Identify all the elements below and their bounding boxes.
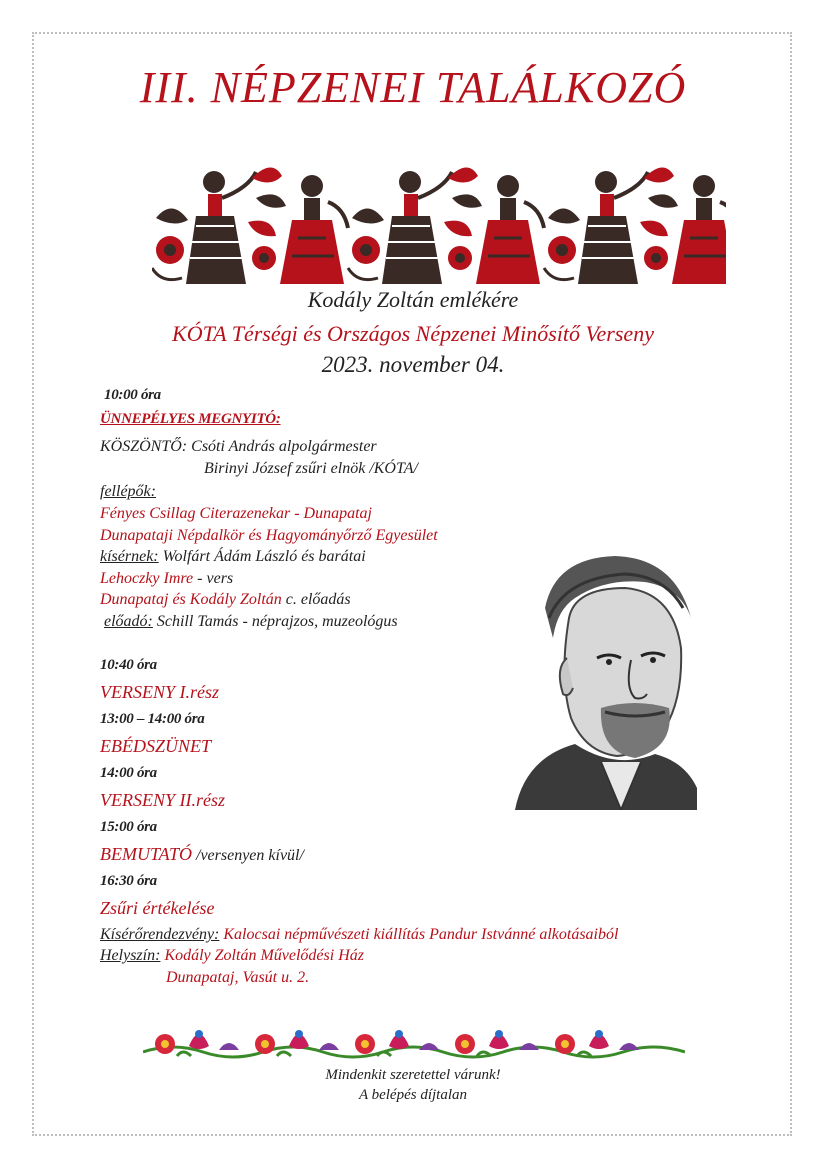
kodaly-portrait-illustration — [505, 548, 697, 810]
speaker-name: Schill Tamás - néprajzos, muzeológus — [152, 613, 398, 630]
lecture-title: Dunapataj és Kodály Zoltán — [100, 591, 282, 608]
time-1500: 15:00 óra — [100, 819, 157, 835]
greeting-label: KÖSZÖNTŐ: — [100, 438, 188, 455]
event-jury-evaluation: Zsűri értékelése — [100, 898, 215, 918]
event-lunch-break: EBÉDSZÜNET — [100, 736, 212, 756]
time-1400: 14:00 óra — [100, 765, 157, 781]
folk-banner-illustration — [152, 158, 726, 284]
opening-heading: ÜNNEPÉLYES MEGNYITÓ: — [100, 411, 281, 427]
venue-address: Dunapataj, Vasút u. 2. — [166, 969, 310, 986]
embroidered-flowers-border — [143, 1012, 685, 1064]
time-1630: 16:30 óra — [100, 873, 157, 889]
poem-reciter: Lehoczky Imre — [100, 570, 194, 587]
greeting-name-2: Birinyi József zsűri elnök /KÓTA/ — [204, 460, 418, 477]
subtitle-memorial: Kodály Zoltán emlékére — [307, 287, 519, 312]
demo-line — [100, 844, 304, 865]
performer-1: Fényes Csillag Citerazenekar - Dunapataj — [100, 505, 372, 522]
accompany-label: kísérnek: — [100, 548, 159, 565]
speaker-label: előadó: — [104, 613, 153, 630]
performers-label: fellépők: — [100, 483, 156, 500]
accompany-line — [100, 548, 366, 566]
event-demo-note: /versenyen kívül/ — [192, 847, 304, 864]
speaker-line — [104, 613, 398, 631]
footer-welcome: Mindenkit szeretettel várunk! — [325, 1067, 501, 1083]
time-1300: 13:00 – 14:00 óra — [100, 711, 205, 727]
poem-line — [100, 570, 233, 588]
event-demo: BEMUTATÓ — [100, 844, 192, 864]
lecture-line — [100, 591, 351, 609]
side-event-line — [100, 926, 618, 944]
event-competition-1: VERSENY I.rész — [100, 682, 219, 702]
footer-free-entry: A belépés díjtalan — [358, 1087, 468, 1103]
side-event-text: Kalocsai népművészeti kiállítás Pandur Istvánné alkotásaiból — [219, 926, 619, 943]
greeting-name-1: Csóti András alpolgármester — [187, 438, 377, 455]
greeting-line — [100, 438, 377, 456]
time-1040: 10:40 óra — [100, 657, 157, 673]
subtitle-competition: KÓTA Térségi és Országos Népzenei Minősítő Verseny — [172, 321, 654, 346]
venue-line — [100, 947, 364, 965]
performer-2: Dunapataji Népdalkör és Hagyományőrző Egyesület — [100, 527, 438, 544]
event-date: 2023. november 04. — [321, 352, 505, 377]
time-1000: 10:00 óra — [104, 387, 161, 403]
page-title: III. NÉPZENEI TALÁLKOZÓ — [139, 63, 687, 112]
event-competition-2: VERSENY II.rész — [100, 790, 225, 810]
accompany-names: Wolfárt Ádám László és barátai — [158, 548, 366, 565]
lecture-type: c. előadás — [281, 591, 351, 608]
poem-type: - vers — [193, 570, 234, 587]
venue-label: Helyszín: — [100, 947, 161, 964]
venue-name: Kodály Zoltán Művelődési Ház — [160, 947, 364, 964]
side-event-label: Kísérőrendezvény: — [100, 926, 220, 943]
